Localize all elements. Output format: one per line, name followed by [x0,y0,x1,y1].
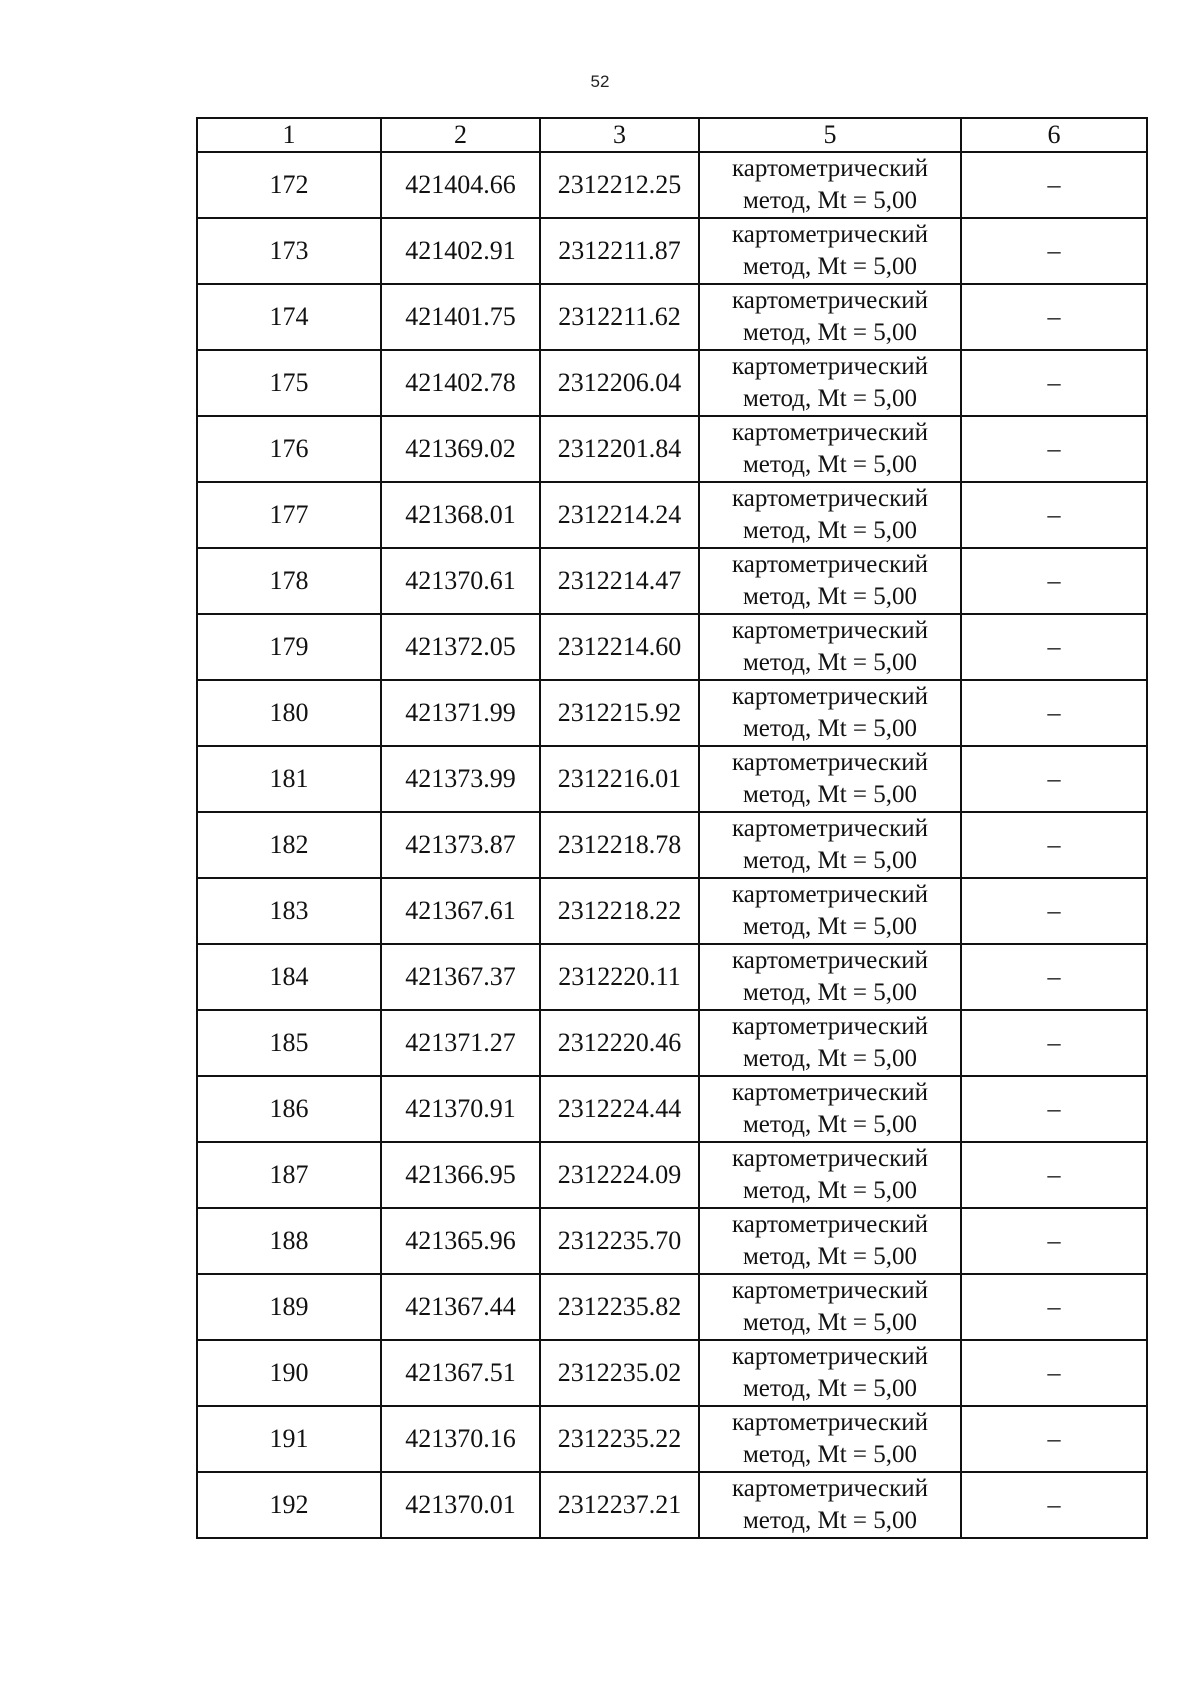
point-number-cell: 186 [197,1076,381,1142]
x-coordinate-cell: 421369.02 [381,416,540,482]
y-coordinate-cell: 2312220.11 [540,944,699,1010]
note-cell: – [961,548,1147,614]
method-cell [699,746,961,812]
method-line-1: картометрический [732,815,928,842]
method-line-2: метод, Mt = 5,00 [742,1441,918,1468]
method-cell [699,1076,961,1142]
method-line-1: картометрический [732,1211,928,1238]
note-cell: – [961,944,1147,1010]
method-cell [699,284,961,350]
x-coordinate-cell: 421371.27 [381,1010,540,1076]
table-row [197,350,1147,416]
x-coordinate-cell: 421373.87 [381,812,540,878]
method-line-2: метод, Mt = 5,00 [742,517,918,544]
header-cell-1: 1 [197,118,381,152]
method-line-1: картометрический [732,947,928,974]
method-line-1: картометрический [732,617,928,644]
method-line-2: метод, Mt = 5,00 [742,649,918,676]
header-cell-3: 3 [540,118,699,152]
method-line-2: метод, Mt = 5,00 [742,979,918,1006]
method-cell [699,878,961,944]
point-number-cell: 177 [197,482,381,548]
method-line-2: метод, Mt = 5,00 [742,583,918,610]
method-line-2: метод, Mt = 5,00 [742,1375,918,1402]
method-cell [699,350,961,416]
header-row [197,118,1147,152]
method-cell [699,1406,961,1472]
table-row [197,944,1147,1010]
method-line-1: картометрический [732,1079,928,1106]
x-coordinate-cell: 421367.61 [381,878,540,944]
note-cell: – [961,416,1147,482]
point-number-cell: 173 [197,218,381,284]
y-coordinate-cell: 2312220.46 [540,1010,699,1076]
method-cell [699,680,961,746]
method-line-1: картометрический [732,1145,928,1172]
x-coordinate-cell: 421367.51 [381,1340,540,1406]
method-line-1: картометрический [732,287,928,314]
x-coordinate-cell: 421370.16 [381,1406,540,1472]
note-cell: – [961,746,1147,812]
x-coordinate-cell: 421370.91 [381,1076,540,1142]
method-line-2: метод, Mt = 5,00 [742,1111,918,1138]
method-line-2: метод, Mt = 5,00 [742,187,918,214]
method-cell [699,812,961,878]
point-number-cell: 182 [197,812,381,878]
y-coordinate-cell: 2312211.87 [540,218,699,284]
point-number-cell: 183 [197,878,381,944]
y-coordinate-cell: 2312215.92 [540,680,699,746]
method-line-1: картометрический [732,221,928,248]
y-coordinate-cell: 2312224.09 [540,1142,699,1208]
method-line-2: метод, Mt = 5,00 [742,1177,918,1204]
x-coordinate-cell: 421367.44 [381,1274,540,1340]
y-coordinate-cell: 2312237.21 [540,1472,699,1538]
y-coordinate-cell: 2312218.22 [540,878,699,944]
table-row [197,614,1147,680]
note-cell: – [961,1208,1147,1274]
method-cell [699,548,961,614]
point-number-cell: 180 [197,680,381,746]
y-coordinate-cell: 2312212.25 [540,152,699,218]
method-cell [699,218,961,284]
y-coordinate-cell: 2312211.62 [540,284,699,350]
note-cell: – [961,284,1147,350]
method-cell [699,1142,961,1208]
y-coordinate-cell: 2312214.47 [540,548,699,614]
y-coordinate-cell: 2312216.01 [540,746,699,812]
x-coordinate-cell: 421367.37 [381,944,540,1010]
point-number-cell: 187 [197,1142,381,1208]
method-line-2: метод, Mt = 5,00 [742,451,918,478]
x-coordinate-cell: 421401.75 [381,284,540,350]
table-header [197,118,1147,152]
method-line-1: картометрический [732,1343,928,1370]
method-cell [699,614,961,680]
note-cell: – [961,1076,1147,1142]
y-coordinate-cell: 2312235.22 [540,1406,699,1472]
x-coordinate-cell: 421402.91 [381,218,540,284]
note-cell: – [961,812,1147,878]
point-number-cell: 172 [197,152,381,218]
table-row [197,284,1147,350]
method-cell [699,944,961,1010]
method-line-2: метод, Mt = 5,00 [742,1309,918,1336]
table-row [197,1472,1147,1538]
table-row [197,548,1147,614]
point-number-cell: 189 [197,1274,381,1340]
table-row [197,152,1147,218]
method-line-2: метод, Mt = 5,00 [742,1045,918,1072]
method-line-1: картометрический [732,353,928,380]
method-cell [699,416,961,482]
x-coordinate-cell: 421368.01 [381,482,540,548]
table-row [197,746,1147,812]
table-row [197,1274,1147,1340]
method-line-2: метод, Mt = 5,00 [742,253,918,280]
note-cell: – [961,482,1147,548]
header-cell-2: 2 [381,118,540,152]
point-number-cell: 174 [197,284,381,350]
note-cell: – [961,1142,1147,1208]
method-line-1: картометрический [732,1475,928,1502]
point-number-cell: 190 [197,1340,381,1406]
method-line-1: картометрический [732,485,928,512]
method-line-1: картометрический [732,155,928,182]
x-coordinate-cell: 421365.96 [381,1208,540,1274]
table-row [197,416,1147,482]
note-cell: – [961,1406,1147,1472]
method-line-2: метод, Mt = 5,00 [742,847,918,874]
y-coordinate-cell: 2312235.02 [540,1340,699,1406]
point-number-cell: 178 [197,548,381,614]
y-coordinate-cell: 2312214.24 [540,482,699,548]
y-coordinate-cell: 2312235.82 [540,1274,699,1340]
method-cell [699,1472,961,1538]
method-line-2: метод, Mt = 5,00 [742,781,918,808]
y-coordinate-cell: 2312201.84 [540,416,699,482]
method-line-2: метод, Mt = 5,00 [742,385,918,412]
x-coordinate-cell: 421402.78 [381,350,540,416]
note-cell: – [961,878,1147,944]
note-cell: – [961,152,1147,218]
method-line-2: метод, Mt = 5,00 [742,913,918,940]
method-line-2: метод, Mt = 5,00 [742,319,918,346]
point-number-cell: 192 [197,1472,381,1538]
point-number-cell: 175 [197,350,381,416]
x-coordinate-cell: 421371.99 [381,680,540,746]
x-coordinate-cell: 421373.99 [381,746,540,812]
table-row [197,680,1147,746]
method-line-1: картометрический [732,1277,928,1304]
method-line-1: картометрический [732,683,928,710]
table-row [197,1406,1147,1472]
method-line-2: метод, Mt = 5,00 [742,1243,918,1270]
note-cell: – [961,1340,1147,1406]
note-cell: – [961,1010,1147,1076]
y-coordinate-cell: 2312218.78 [540,812,699,878]
method-line-1: картометрический [732,1013,928,1040]
table-row [197,1340,1147,1406]
point-number-cell: 181 [197,746,381,812]
point-number-cell: 184 [197,944,381,1010]
x-coordinate-cell: 421372.05 [381,614,540,680]
point-number-cell: 191 [197,1406,381,1472]
method-cell [699,152,961,218]
table-row [197,1208,1147,1274]
note-cell: – [961,680,1147,746]
method-line-1: картометрический [732,419,928,446]
note-cell: – [961,614,1147,680]
method-line-1: картометрический [732,551,928,578]
header-cell-6: 6 [961,118,1147,152]
point-number-cell: 188 [197,1208,381,1274]
method-line-1: картометрический [732,749,928,776]
table-row [197,1010,1147,1076]
x-coordinate-cell: 421404.66 [381,152,540,218]
point-number-cell: 179 [197,614,381,680]
point-number-cell: 176 [197,416,381,482]
method-line-1: картометрический [732,1409,928,1436]
x-coordinate-cell: 421370.61 [381,548,540,614]
method-line-2: метод, Mt = 5,00 [742,715,918,742]
y-coordinate-cell: 2312214.60 [540,614,699,680]
table-body [197,152,1147,1538]
note-cell: – [961,1274,1147,1340]
table-row [197,1076,1147,1142]
x-coordinate-cell: 421370.01 [381,1472,540,1538]
method-cell [699,1208,961,1274]
table-row [197,218,1147,284]
y-coordinate-cell: 2312224.44 [540,1076,699,1142]
table-row [197,812,1147,878]
note-cell: – [961,218,1147,284]
method-cell [699,482,961,548]
table-row [197,878,1147,944]
header-cell-5: 5 [699,118,961,152]
note-cell: – [961,1472,1147,1538]
coordinates-table [196,117,1148,1539]
note-cell: – [961,350,1147,416]
method-cell [699,1010,961,1076]
point-number-cell: 185 [197,1010,381,1076]
x-coordinate-cell: 421366.95 [381,1142,540,1208]
method-cell [699,1340,961,1406]
method-line-2: метод, Mt = 5,00 [742,1507,918,1534]
y-coordinate-cell: 2312206.04 [540,350,699,416]
table-row [197,1142,1147,1208]
table-row [197,482,1147,548]
page-number: 52 [590,72,610,91]
method-cell [699,1274,961,1340]
y-coordinate-cell: 2312235.70 [540,1208,699,1274]
method-line-1: картометрический [732,881,928,908]
